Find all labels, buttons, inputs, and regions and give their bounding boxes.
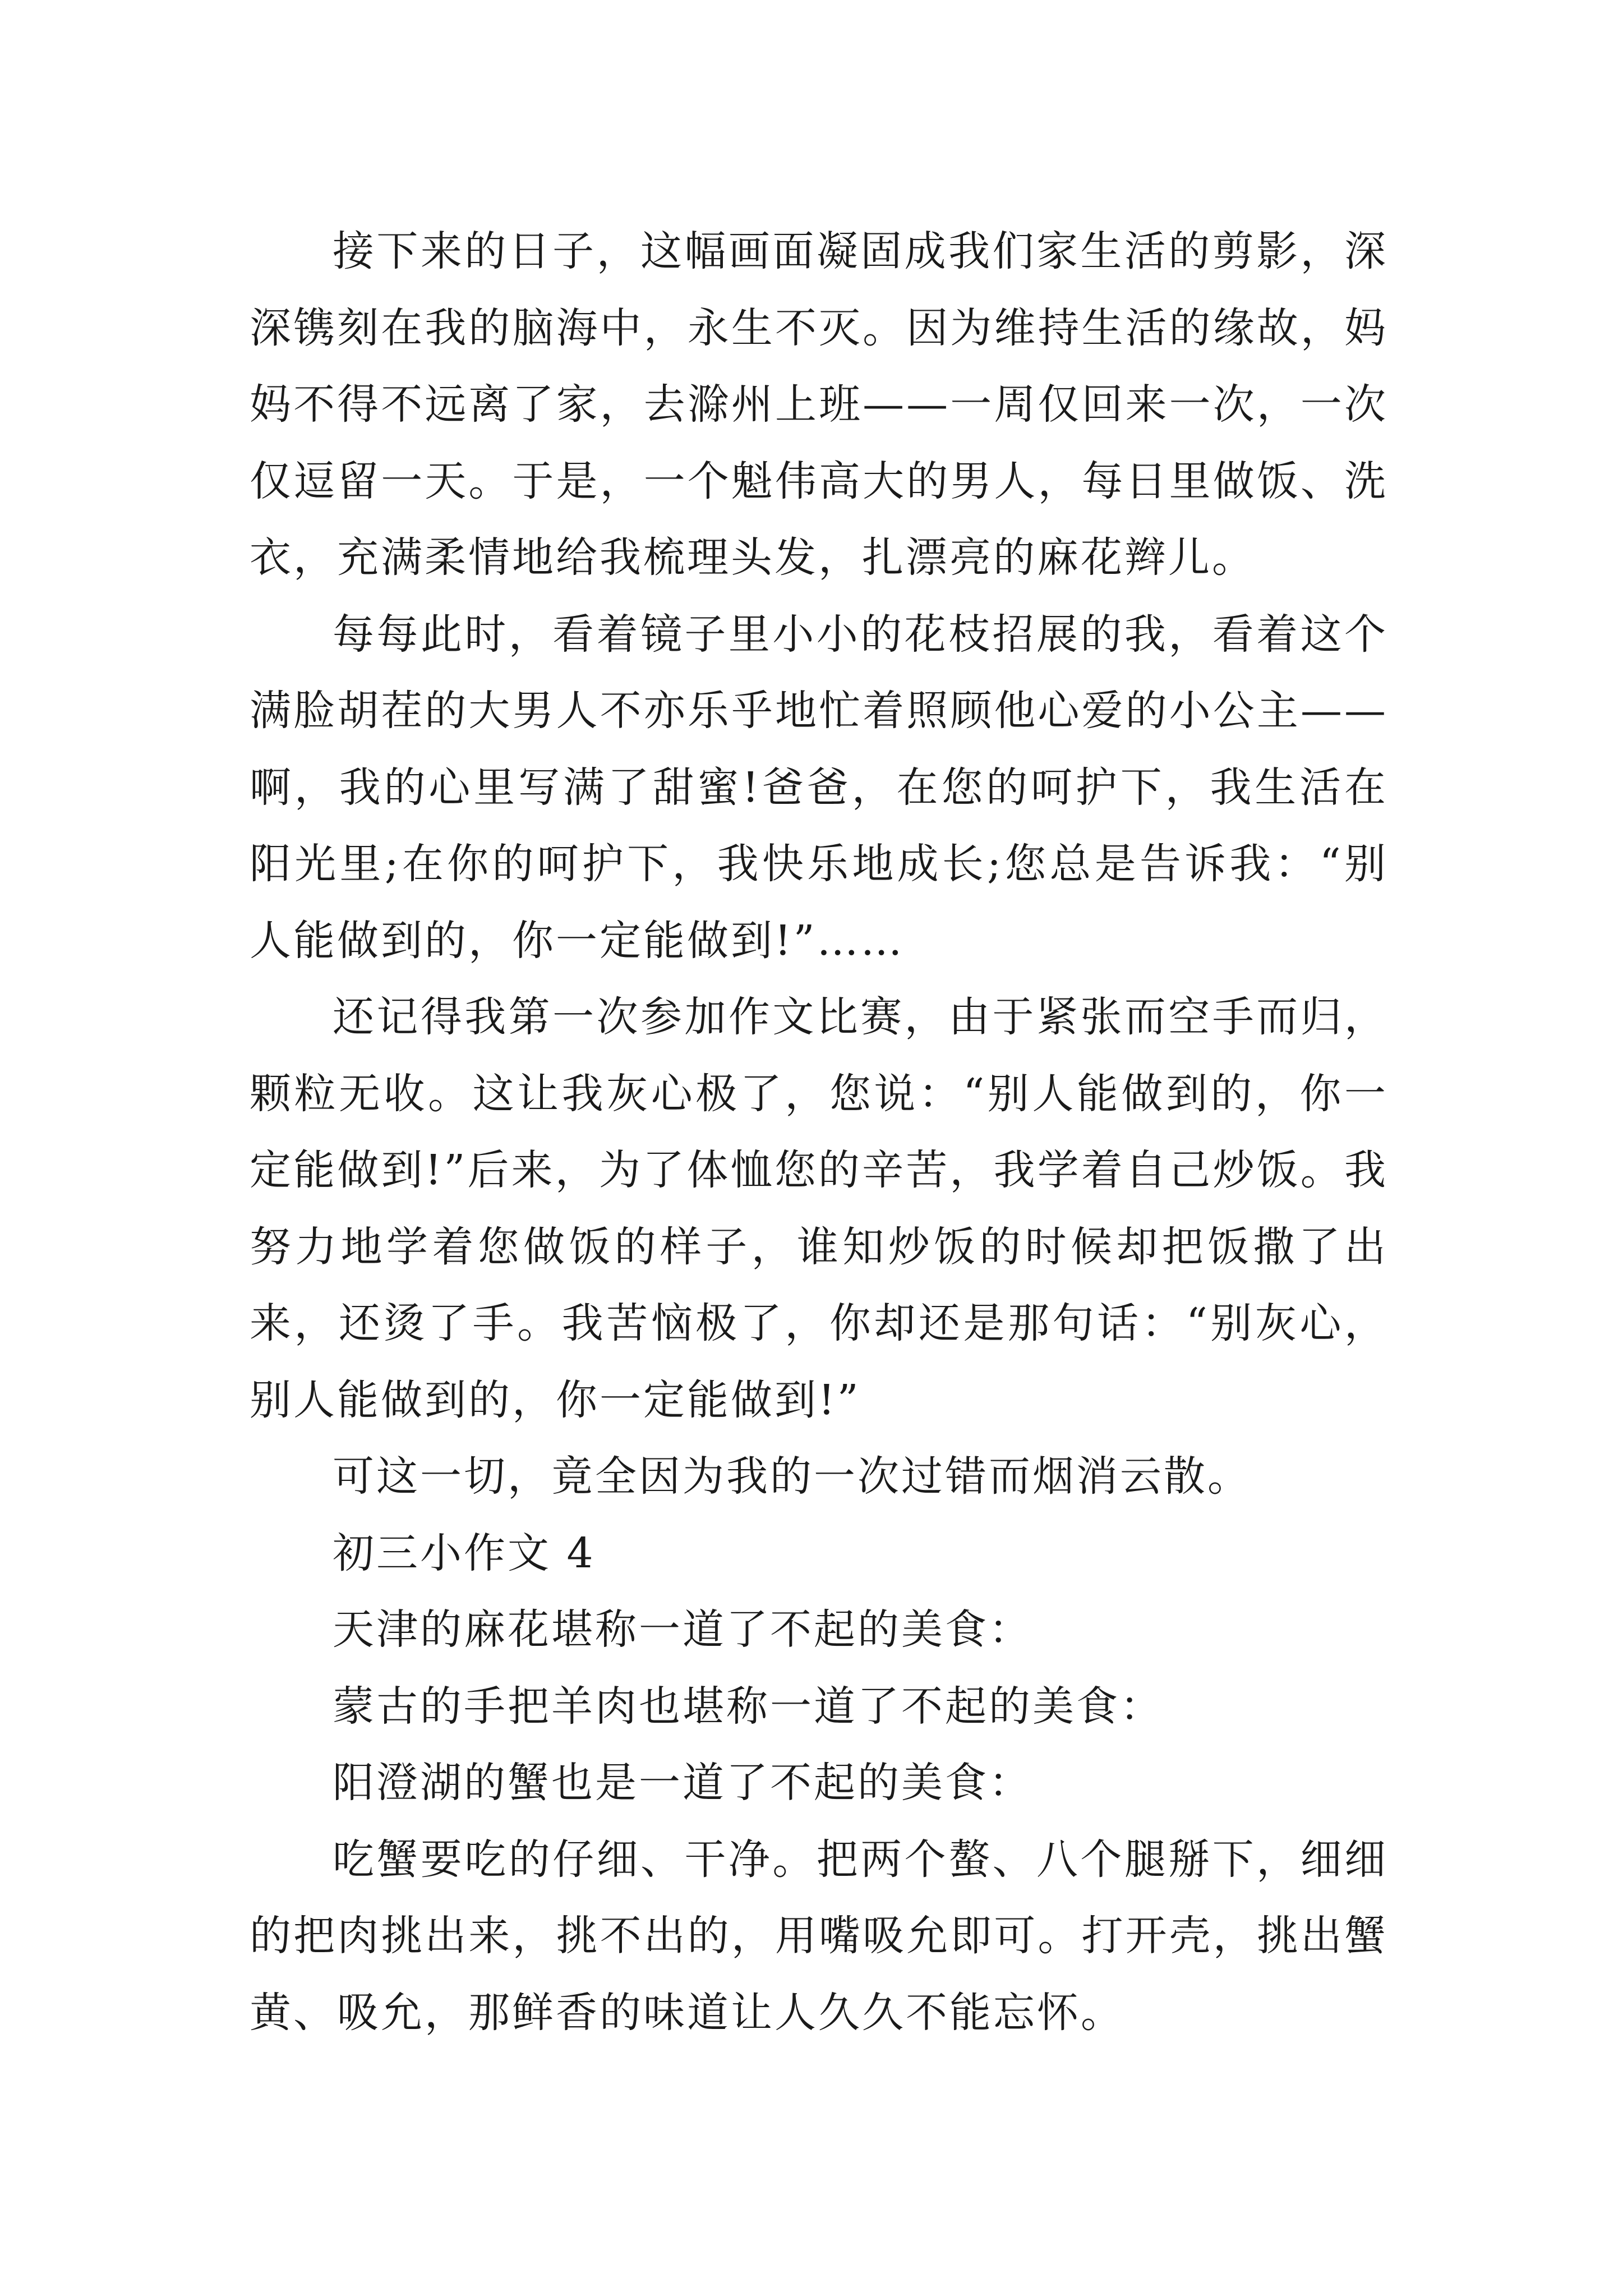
- paragraph-1: 接下来的日子，这幅画面凝固成我们家生活的剪影，深深镌刻在我的脑海中，永生不灭。因为维持生活的缘故，妈妈不得不远离了家，去滁州上班——一周仅回来一次，一次仅逗留一天。于是，一个魁伟高大的男人，每日里做饭、洗衣，充满柔情地给我梳理头发，扎漂亮的麻花辫儿。: [250, 227, 1388, 582]
- section-heading: 初三小作文 4: [333, 1529, 596, 1577]
- paragraph-6: 蒙古的手把羊肉也堪称一道了不起的美食：: [333, 1682, 1164, 1731]
- paragraph-4: 可这一切，竟全因为我的一次过错而烟消云散。: [333, 1452, 1251, 1501]
- paragraph-8: 吃蟹要吃的仔细、干净。把两个螯、八个腿掰下，细细的把肉挑出来，挑不出的，用嘴吸允即可。打开壳，挑出蟹黄、吸允，那鲜香的味道让人久久不能忘怀。: [250, 1835, 1388, 2037]
- paragraph-5: 天津的麻花堪称一道了不起的美食：: [333, 1605, 1032, 1654]
- paragraph-2: 每每此时，看着镜子里小小的花枝招展的我，看着这个满脸胡茬的大男人不亦乐乎地忙着照顾他心爱的小公主——啊，我的心里写满了甜蜜!爸爸，在您的呵护下，我生活在阳光里;在你的呵护下，我快乐地成长;您总是告诉我：“别人能做到的，你一定能做到!”……: [250, 610, 1388, 965]
- paragraph-7: 阳澄湖的蟹也是一道了不起的美食：: [333, 1759, 1032, 1807]
- body-text: [250, 213, 1388, 2051]
- paragraph-3: 还记得我第一次参加作文比赛，由于紧张而空手而归，颗粒无收。这让我灰心极了，您说：“别人能做到的，你一定能做到!”后来，为了体恤您的辛苦，我学着自己炒饭。我努力地学着您做饭的样子，谁知炒饭的时候却把饭撒了出来，还烫了手。我苦恼极了，你却还是那句话：“别灰心，别人能做到的，你一定能做到!”: [250, 993, 1388, 1424]
